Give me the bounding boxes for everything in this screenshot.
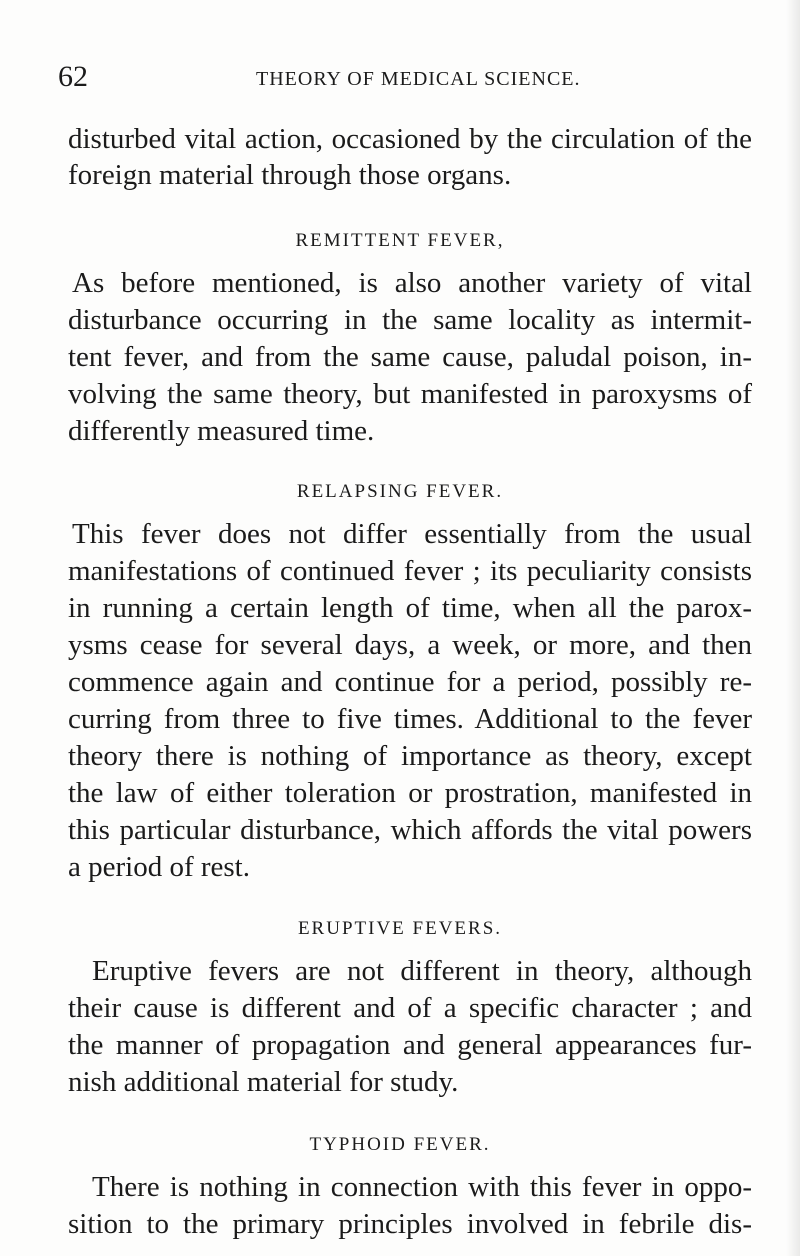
paragraph-line: the manner of propagation and general appearances fur- <box>68 1029 752 1061</box>
section-heading-relapsing-fever: RELAPSING FEVER. <box>296 481 504 502</box>
paragraph-line: their cause is different and of a specific character ; and <box>68 992 752 1024</box>
page-header <box>58 60 748 94</box>
section-heading-eruptive-fevers: ERUPTIVE FEVERS. <box>297 918 503 939</box>
paragraph-line: This fever does not differ essentially from the usual <box>72 518 752 550</box>
section-heading-typhoid-fever: TYPHOID FEVER. <box>309 1134 491 1155</box>
paragraph-line: a period of rest. <box>68 851 250 883</box>
running-head: THEORY OF MEDICAL SCIENCE. <box>256 68 581 90</box>
page-edge-shadow <box>786 0 800 1256</box>
paragraph-line: curring from three to five times. Additional to the fever <box>68 703 752 735</box>
paragraph-line: There is nothing in connection with this fever in oppo- <box>92 1171 752 1203</box>
paragraph-line: Eruptive fevers are not different in theory, although <box>92 955 752 987</box>
paragraph-line: ysms cease for several days, a week, or more, and then <box>68 629 752 661</box>
page-number: 62 <box>58 60 88 93</box>
intro-line: disturbed vital action, occasioned by the circulation of the <box>68 123 752 155</box>
paragraph-line: nish additional material for study. <box>68 1066 459 1098</box>
paragraph-line: in running a certain length of time, when all the parox- <box>68 592 752 624</box>
paragraph-line: tent fever, and from the same cause, paludal poison, in- <box>68 341 752 373</box>
paragraph-line: commence again and continue for a period, possibly re- <box>68 666 752 698</box>
paragraph-line: volving the same theory, but manifested in paroxysms of <box>68 378 752 410</box>
paragraph-line: sition to the primary principles involved in febrile dis- <box>68 1208 752 1240</box>
section-heading-remittent-fever: REMITTENT FEVER, <box>295 230 505 251</box>
paragraph-line: manifestations of continued fever ; its peculiarity consists <box>68 555 752 587</box>
paragraph-line: theory there is nothing of importance as theory, except <box>68 740 752 772</box>
paragraph-line: disturbance occurring in the same locality as intermit- <box>68 304 752 336</box>
paragraph-line: this particular disturbance, which affords the vital powers <box>68 814 752 846</box>
paragraph-line: differently measured time. <box>68 415 375 447</box>
paragraph-line: the law of either toleration or prostration, manifested in <box>68 777 752 809</box>
paragraph-line: As before mentioned, is also another variety of vital <box>72 267 752 299</box>
intro-line: foreign material through those organs. <box>68 159 512 191</box>
